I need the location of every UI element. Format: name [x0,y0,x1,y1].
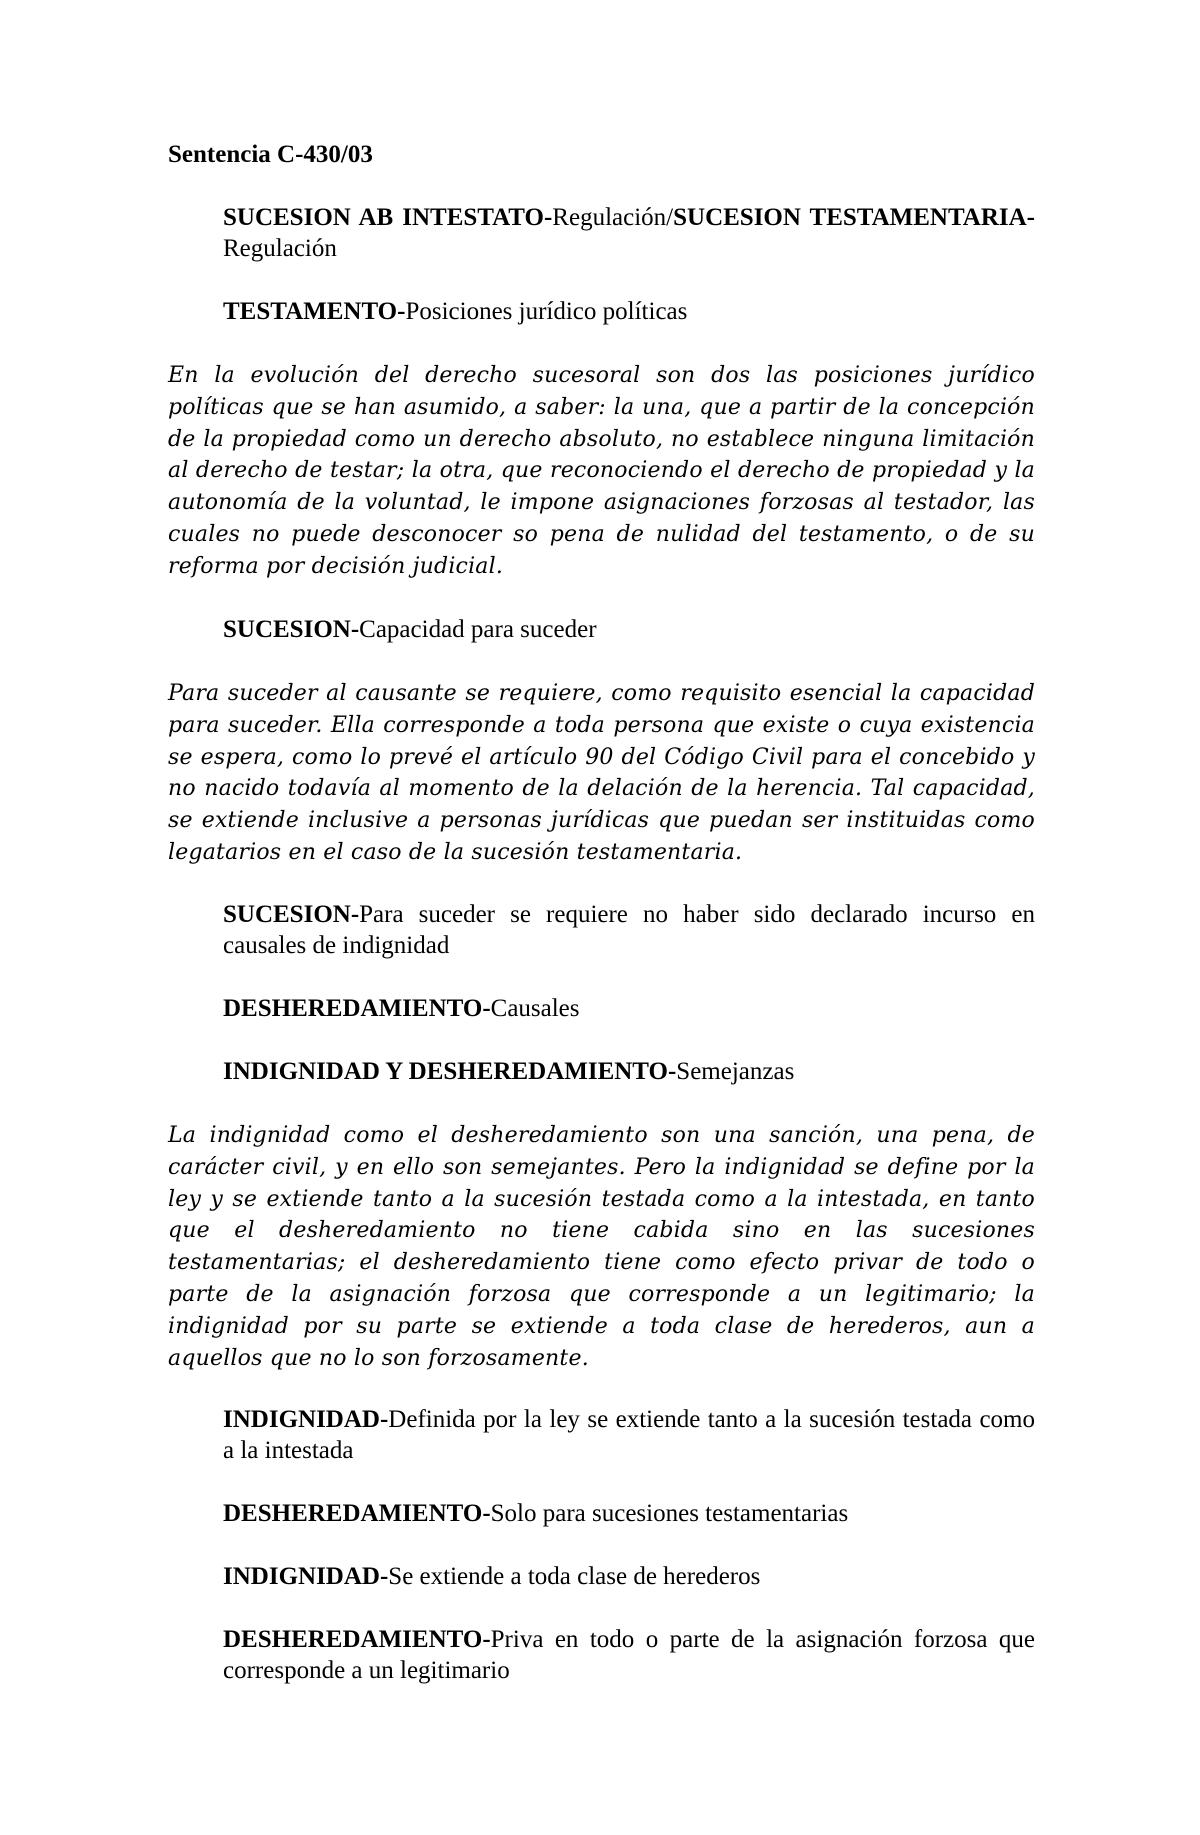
descriptor-text: Regulación/ [552,204,674,231]
descriptor-text: Capacidad para suceder [359,616,597,643]
descriptor-text: Posiciones jurídico políticas [405,298,688,325]
descriptor-indignidad-definida [223,1404,1035,1466]
descriptor-keyword: INDIGNIDAD- [223,1406,389,1433]
descriptor-sucesion-capacidad [223,614,1035,645]
descriptor-text: Priva en todo o parte de la asignación forzosa que corresponde a un legitimario [223,1626,1035,1684]
descriptor-text: Solo para sucesiones testamentarias [490,1500,849,1527]
descriptor-keyword: TESTAMENTO- [223,298,406,325]
summary-paragraph: En la evolución del derecho sucesoral son dos las posiciones jurídico políticas que se han asumido, a saber: la una, que a partir de la concepción de la propiedad como un derecho absoluto, no establece ninguna limitación al derecho de testar; la otra, que reconociendo el derecho de propiedad y la autonomía de la voluntad, le impone asignaciones forzosas al testador, las cuales no puede desconocer so pena de nulidad del testamento, o de su reforma por decisión judicial. [168,363,1035,579]
descriptor-indignidad-herederos [223,1561,1035,1592]
descriptor-text: Causales [490,995,580,1022]
descriptor-desheredamiento-causales [223,993,1035,1024]
descriptor-keyword: SUCESION TESTAMENTARIA- [673,204,1036,231]
descriptor-keyword: INDIGNIDAD- [223,1563,389,1590]
summary-paragraph: Para suceder al causante se requiere, como requisito esencial la capacidad para suceder. Ella corresponde a toda persona que existe o cuya existencia se espera, como lo prevé el artículo 90 del Código Civil para el concebido y no nacido todavía al momento de la delación de la herencia. Tal capacidad, se extiende inclusive a personas jurídicas que puedan ser instituidas como legatarios en el caso de la sucesión testamentaria. [168,681,1035,865]
descriptor-keyword: SUCESION- [223,901,360,928]
descriptor-text: Para suceder se requiere no haber sido declarado incurso en causales de indignidad [223,901,1035,959]
descriptor-desheredamiento-solo [223,1498,1035,1529]
descriptor-keyword: INDIGNIDAD Y DESHEREDAMIENTO- [223,1058,677,1085]
descriptor-desheredamiento-priva [223,1624,1035,1686]
descriptor-keyword: DESHEREDAMIENTO- [223,995,491,1022]
descriptor-keyword: SUCESION AB INTESTATO- [223,204,553,231]
descriptor-keyword: DESHEREDAMIENTO- [223,1626,491,1653]
descriptor-text: Regulación [223,235,337,262]
descriptor-text: Definida por la ley se extiende tanto a la sucesión testada como a la intestada [223,1406,1035,1464]
descriptor-indignidad-desheredamiento [223,1056,1035,1087]
descriptor-text: Semejanzas [676,1058,795,1085]
descriptor-keyword: SUCESION- [223,616,360,643]
descriptor-testamento [223,296,1035,327]
descriptor-keyword: DESHEREDAMIENTO- [223,1500,491,1527]
document-title: Sentencia C-430/03 [168,141,373,168]
summary-paragraph: La indignidad como el desheredamiento son una sanción, una pena, de carácter civil, y en ello son semejantes. Pero la indignidad se define por la ley y se extiende tanto a la sucesión testada como a la intestada, en tanto que el desheredamiento no tiene cabida sino en las sucesiones testamentarias; el desheredamiento tiene como efecto privar de todo o parte de la asignación forzosa que corresponde a un legitimario; la indignidad por su parte se extiende a toda clase de herederos, aun a aquellos que no lo son forzosamente. [168,1123,1035,1371]
descriptor-sucesion-ab-intestato [223,202,1035,264]
descriptor-text: Se extiende a toda clase de herederos [388,1563,761,1590]
descriptor-sucesion-indignidad [223,899,1035,961]
